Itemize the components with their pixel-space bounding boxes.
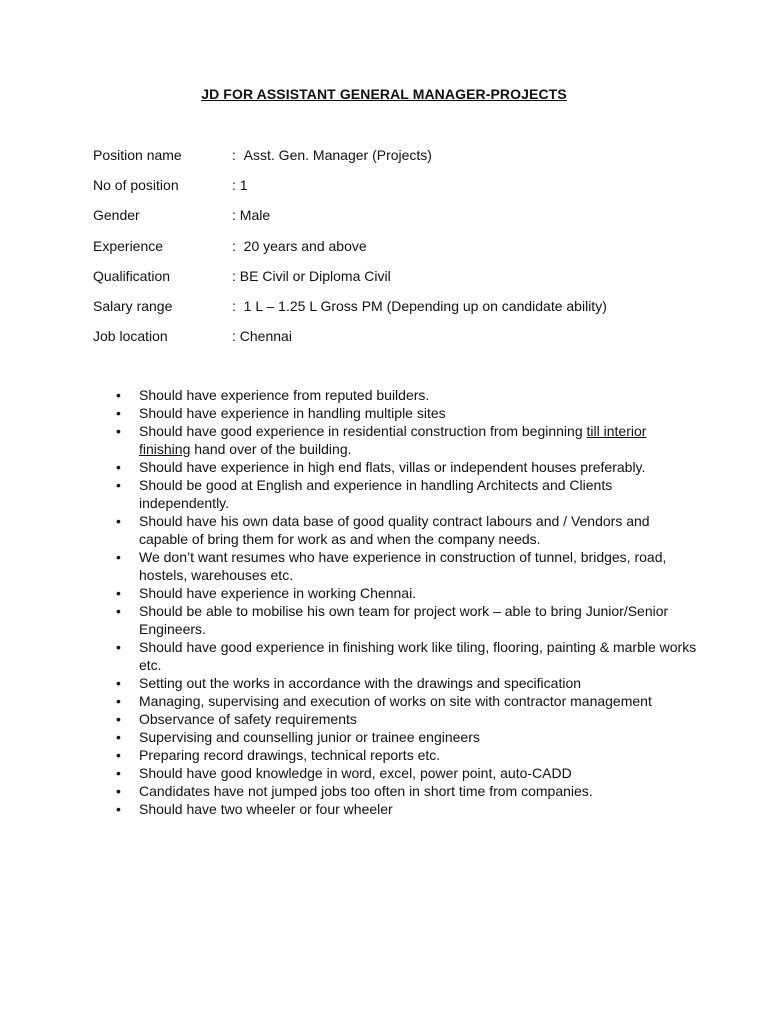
field-label: Salary range: [93, 297, 173, 314]
field-separator: :: [232, 237, 244, 254]
field-job-location: [93, 327, 713, 357]
field-label: Experience: [93, 237, 164, 254]
field-label: Gender: [93, 207, 140, 224]
document-title: JD FOR ASSISTANT GENERAL MANAGER-PROJECTS: [201, 86, 567, 102]
field-value: Male: [239, 207, 271, 224]
field-separator: :: [232, 328, 240, 345]
list-item: • Observance of safety requirements: [139, 710, 699, 728]
field-value: 1: [239, 177, 248, 194]
field-no-of-position: [93, 176, 713, 206]
list-item: • Should have experience in high end flats, villas or independent houses preferably.: [139, 458, 699, 476]
list-item: • Managing, supervising and execution of works on site with contractor management: [139, 692, 699, 710]
underlined-phrase: till interior finishing: [139, 423, 647, 457]
list-item: • Should have good knowledge in word, excel, power point, auto-CADD: [139, 764, 699, 782]
requirements-list: [139, 386, 699, 818]
field-separator: :: [232, 177, 240, 194]
list-item: • Should have two wheeler or four wheeler: [139, 800, 699, 818]
list-item: • Should have experience in handling multiple sites: [139, 404, 699, 422]
field-value: 20 years and above: [243, 237, 367, 254]
list-item-text: Should have good experience in residential construction from beginning: [139, 423, 587, 439]
list-item: [139, 422, 699, 458]
field-label: Position name: [93, 147, 182, 163]
list-item: • Should be good at English and experience in handling Architects and Clients independently.: [139, 476, 699, 512]
list-item-text: hand over of the building.: [190, 441, 352, 457]
position-details: [93, 146, 713, 357]
list-item: • Should have experience in working Chennai.: [139, 584, 699, 602]
list-item: • Should have good experience in finishing work like tiling, flooring, painting & marble works etc.: [139, 638, 699, 674]
list-item: • Should have his own data base of good quality contract labours and / Vendors and capable of bring them for work as and when the company needs.: [139, 512, 699, 548]
list-item: • Should have experience from reputed builders.: [139, 386, 699, 404]
field-value: Asst. Gen. Manager (Projects): [243, 147, 432, 163]
field-separator: :: [232, 267, 240, 284]
field-separator: :: [232, 297, 244, 314]
list-item: • Candidates have not jumped jobs too often in short time from companies.: [139, 782, 699, 800]
field-salary-range: [93, 297, 713, 327]
field-gender: [93, 206, 713, 236]
list-item: • We don’t want resumes who have experience in construction of tunnel, bridges, road, hostels, warehouses etc.: [139, 548, 699, 584]
list-item: • Preparing record drawings, technical reports etc.: [139, 746, 699, 764]
field-experience: [93, 237, 713, 267]
field-position-name: [93, 146, 713, 176]
field-label: Qualification: [93, 267, 171, 284]
field-value: Chennai: [239, 328, 292, 345]
field-label: No of position: [93, 177, 179, 194]
list-item: • Supervising and counselling junior or trainee engineers: [139, 728, 699, 746]
field-value: BE Civil or Diploma Civil: [239, 267, 391, 284]
field-separator: :: [232, 147, 244, 163]
field-separator: :: [232, 207, 240, 224]
field-label: Job location: [93, 328, 168, 345]
field-value: 1 L – 1.25 L Gross PM (Depending up on candidate ability): [243, 297, 607, 314]
list-item: • Setting out the works in accordance with the drawings and specification: [139, 674, 699, 692]
list-item: • Should be able to mobilise his own team for project work – able to bring Junior/Senior Engineers.: [139, 602, 699, 638]
field-qualification: [93, 267, 713, 297]
